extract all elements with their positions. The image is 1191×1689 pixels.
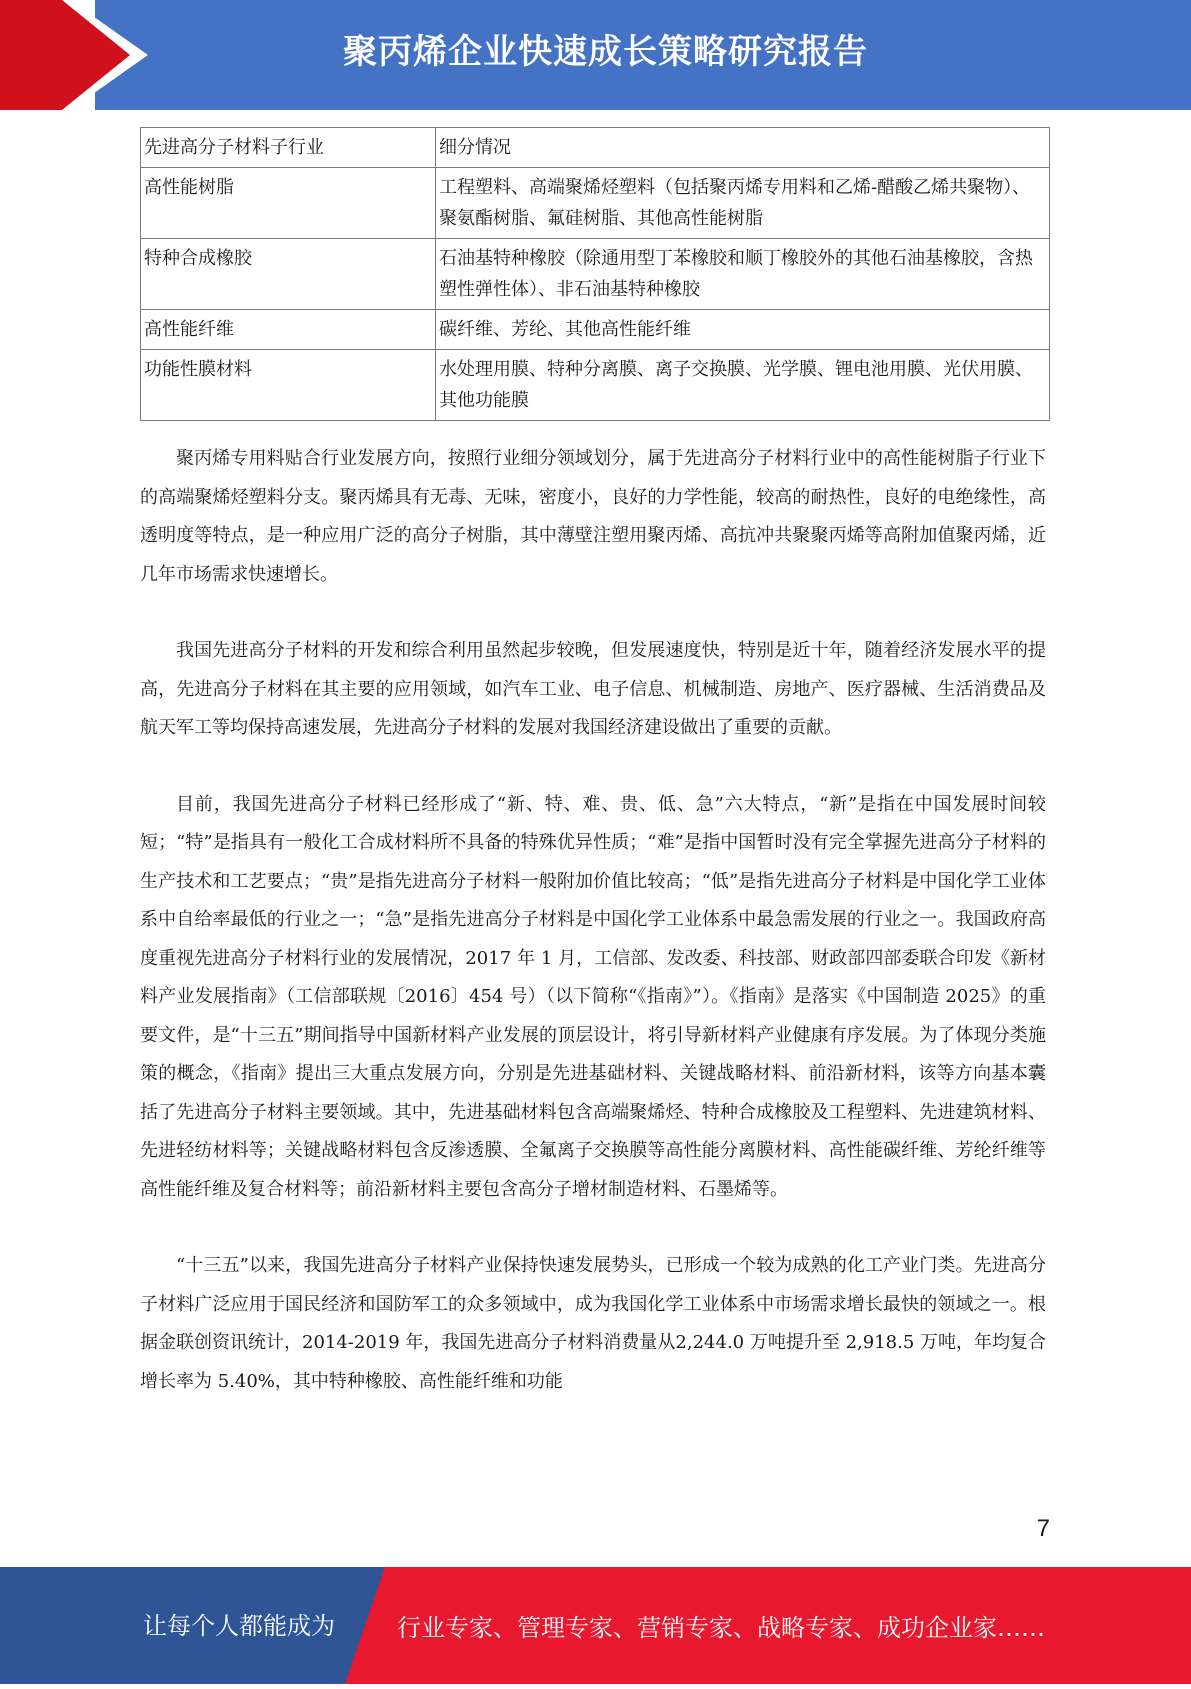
body-text <box>140 440 1046 1439</box>
paragraph: “十三五”以来，我国先进高分子材料产业保持快速发展势头，已形成一个较为成熟的化工产业门类。先进高分子材料广泛应用于国民经济和国防军工的众多领域中，成为我国化学工业体系中市场需求增长最快的领域之一。根据金联创资讯统计，2014-2019 年，我国先进高分子材料消费量从2,244.0 万吨提升至 2,918.5 万吨，年均复合增长率为 5.40%，其中特种橡胶、高性能纤维和功能 <box>140 1255 1046 1392</box>
table-row <box>141 350 1050 421</box>
table-cell-detail: 工程塑料、高端聚烯烃塑料（包括聚丙烯专用料和乙烯-醋酸乙烯共聚物）、聚氨酯树脂、氟硅树脂、其他高性能树脂 <box>436 168 1050 239</box>
table-cell-detail: 水处理用膜、特种分离膜、离子交换膜、光学膜、锂电池用膜、光伏用膜、其他功能膜 <box>436 350 1050 421</box>
table-row <box>141 310 1050 350</box>
table-cell-category: 高性能树脂 <box>141 168 436 239</box>
table-header-row <box>141 128 1050 168</box>
footer-slogan-left: 让每个人都能成为 <box>143 1612 335 1640</box>
paragraph: 目前，我国先进高分子材料已经形成了“新、特、难、贵、低、急”六大特点，“新”是指在中国发展时间较短；“特”是指具有一般化工合成材料所不具备的特殊优异性质；“难”是指中国暂时没有完全掌握先进高分子材料的生产技术和工艺要点；“贵”是指先进高分子材料一般附加价值比较高；“低”是指先进高分子材料是中国化学工业体系中自给率最低的行业之一；“急”是指先进高分子材料是中国化学工业体系中最急需发展的行业之一。我国政府高度重视先进高分子材料行业的发展情况，2017 年 1 月，工信部、发改委、科技部、财政部四部委联合印发《新材料产业发展指南》（工信部联规〔2016〕454 号）（以下简称“《指南》”）。《指南》是落实《中国制造 2025》的重要文件，是“十三五”期间指导中国新材料产业发展的顶层设计，将引导新材料产业健康有序发展。为了体现分类施策的概念，《指南》提出三大重点发展方向，分别是先进基础材料、关键战略材料、前沿新材料，该等方向基本囊括了先进高分子材料主要领域。其中，先进基础材料包含高端聚烯烃、特种合成橡胶及工程塑料、先进建筑材料、先进轻纺材料等；关键战略材料包含反渗透膜、全氟离子交换膜等高性能分离膜材料、高性能碳纤维、芳纶纤维等高性能纤维及复合材料等；前沿新材料主要包含高分子增材制造材料、石墨烯等。 <box>140 793 1046 1200</box>
table-cell-detail: 石油基特种橡胶（除通用型丁苯橡胶和顺丁橡胶外的其他石油基橡胶，含热塑性弹性体）、非石油基特种橡胶 <box>436 239 1050 310</box>
page-number: 7 <box>1036 1515 1050 1542</box>
table-header-cell: 细分情况 <box>436 128 1050 168</box>
table-row <box>141 239 1050 310</box>
paragraph: 聚丙烯专用料贴合行业发展方向，按照行业细分领域划分，属于先进高分子材料行业中的高性能树脂子行业下的高端聚烯烃塑料分支。聚丙烯具有无毒、无味，密度小，良好的力学性能，较高的耐热性，良好的电绝缘性，高透明度等特点，是一种应用广泛的高分子树脂，其中薄壁注塑用聚丙烯、高抗冲共聚聚丙烯等高附加值聚丙烯，近几年市场需求快速增长。 <box>140 448 1046 585</box>
page-header <box>0 0 1191 110</box>
paragraph: 我国先进高分子材料的开发和综合利用虽然起步较晚，但发展速度快，特别是近十年，随着经济发展水平的提高，先进高分子材料在其主要的应用领域，如汽车工业、电子信息、机械制造、房地产、医疗器械、生活消费品及航天军工等均保持高速发展，先进高分子材料的发展对我国经济建设做出了重要的贡献。 <box>140 640 1046 738</box>
table-cell-category: 特种合成橡胶 <box>141 239 436 310</box>
subindustry-table <box>140 127 1050 421</box>
document-title: 聚丙烯企业快速成长策略研究报告 <box>343 32 868 72</box>
table-header-cell: 先进高分子材料子行业 <box>141 128 436 168</box>
table-cell-detail: 碳纤维、芳纶、其他高性能纤维 <box>436 310 1050 350</box>
table-row <box>141 168 1050 239</box>
table-cell-category: 功能性膜材料 <box>141 350 436 421</box>
page-footer <box>0 1567 1191 1684</box>
footer-slogan-right: 行业专家、管理专家、营销专家、战略专家、成功企业家…… <box>397 1614 1045 1642</box>
table-cell-category: 高性能纤维 <box>141 310 436 350</box>
